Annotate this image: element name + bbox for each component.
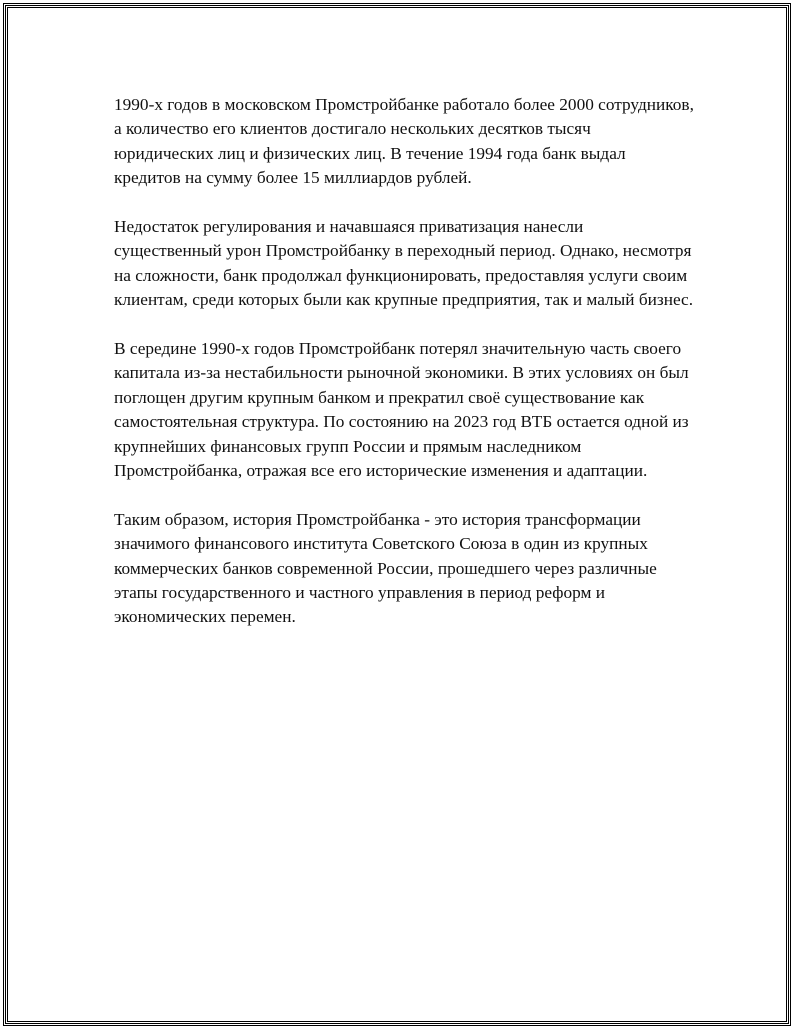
paragraph-1: 1990-х годов в московском Промстройбанке работало более 2000 сотрудников, а количество его клиентов достигало нескольких десятков тысяч юридических лиц и физических лиц. В течение 1994 года банк выдал кредитов на сумму более 15 миллиардов рублей. [114, 95, 694, 188]
document-body [114, 93, 694, 654]
paragraph-3: В середине 1990-х годов Промстройбанк потерял значительную часть своего капитала из-за нестабильности рыночной экономики. В этих условиях он был поглощен другим крупным банком и прекратил своё существование как самостоятельная структура. По состоянию на 2023 год ВТБ остается одной из крупнейших финансовых групп России и прямым наследником Промстройбанка, отражая все его исторические изменения и адаптации. [114, 339, 689, 481]
paragraph-4: Таким образом, история Промстройбанка - это история трансформации значимого финансового института Советского Союза в один из крупных коммерческих банков современной России, прошедшего через различные этапы государственного и частного управления в период реформ и экономических перемен. [114, 509, 657, 627]
paragraph-2: Недостаток регулирования и начавшаяся приватизация нанесли существенный урон Промстройбанку в переходный период. Однако, несмотря на сложности, банк продолжал функционировать, предоставляя услуги своим клиентам, среди которых были как крупные предприятия, так и малый бизнес. [114, 217, 694, 310]
